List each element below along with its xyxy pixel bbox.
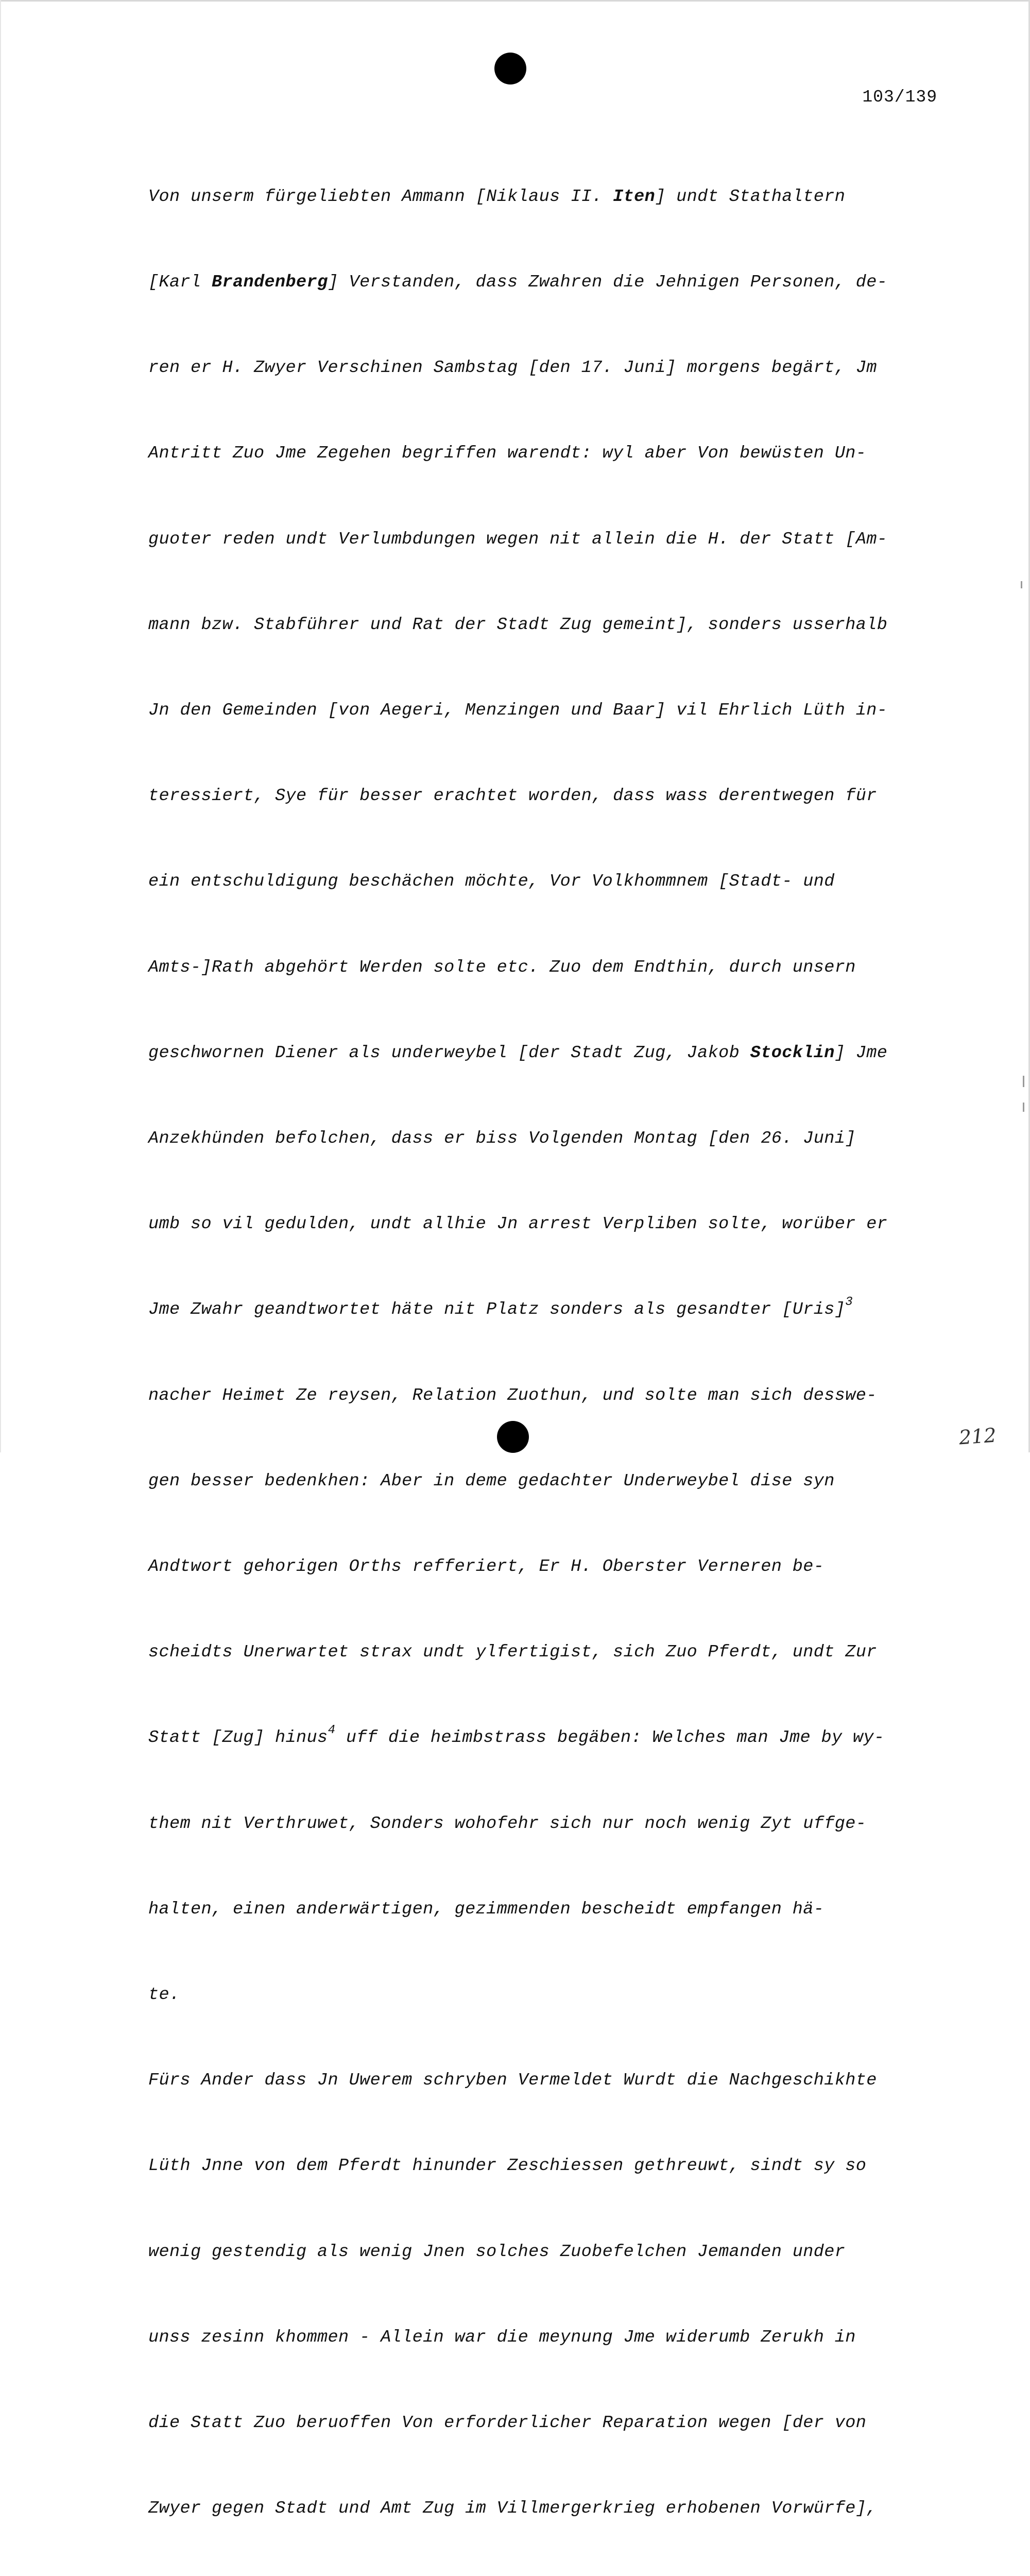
scan-edge-left bbox=[0, 0, 1, 1452]
scan-speck bbox=[1021, 581, 1022, 588]
text-line: ren er H. Zwyer Verschinen Sambstag [den 17. Juni] morgens begärt, Jm bbox=[148, 358, 877, 378]
punch-hole-top bbox=[494, 53, 526, 84]
text-line: Statt [Zug] hinus$^4$ uff die heimbstrass begäben: Welches man Jme by wy- bbox=[148, 1723, 885, 1748]
text-line: Zwyer gegen Stadt und Amt Zug im Villmergerkrieg erhobenen Vorwürfe], bbox=[148, 2499, 877, 2519]
text-line: Fürs Ander dass Jn Uwerem schryben Vermeldet Wurdt die Nachgeschikhte bbox=[148, 2071, 877, 2091]
handwritten-archive-number: 212 bbox=[958, 1423, 997, 1449]
text-line: [Karl Brandenberg] Verstanden, dass Zwahren die Jehnigen Personen, de- bbox=[148, 273, 888, 293]
text-line: die Statt Zuo beruoffen Von erforderlicher Reparation wegen [der von bbox=[148, 2413, 867, 2433]
text-line: teressiert, Sye für besser erachtet worden, dass wass derentwegen für bbox=[148, 786, 877, 806]
text-line: ein entschuldigung beschächen möchte, Vor Volkhommnem [Stadt- und bbox=[148, 872, 835, 892]
person-name-bold: Stocklin bbox=[750, 1043, 835, 1063]
text-line: Amts-]Rath abgehört Werden solte etc. Zuo dem Endthin, durch unsern bbox=[148, 957, 856, 977]
scan-edge-top bbox=[0, 0, 1030, 2]
text-line: guoter reden undt Verlumbdungen wegen nit allein die H. der Statt [Am- bbox=[148, 529, 888, 549]
text-line: geschwornen Diener als underweybel [der Stadt Zug, Jakob Stocklin] Jme bbox=[148, 1043, 888, 1063]
text-line: scheidts Unerwartet strax undt ylfertigist, sich Zuo Pferdt, undt Zur bbox=[148, 1642, 877, 1663]
text-line: Antritt Zuo Jme Zegehen begriffen warendt: wyl aber Von bewüsten Un- bbox=[148, 444, 867, 464]
text-line: Andtwort gehorigen Orths refferiert, Er H. Oberster Verneren be- bbox=[148, 1557, 825, 1577]
transcription-body bbox=[148, 126, 952, 2576]
scan-speck bbox=[1023, 1076, 1024, 1087]
person-name-bold: Brandenberg bbox=[212, 273, 328, 293]
page-number: 103/139 bbox=[862, 88, 937, 107]
text-line: nacher Heimet Ze reysen, Relation Zuothun, und solte man sich desswe- bbox=[148, 1385, 877, 1405]
text-line: gen besser bedenkhen: Aber in deme gedachter Underweybel dise syn bbox=[148, 1471, 835, 1491]
text-line: Von unserm fürgeliebten Ammann [Niklaus II. Iten] undt Stathaltern bbox=[148, 187, 846, 207]
text-line: them nit Verthruwet, Sonders wohofehr sich nur noch wenig Zyt uffge- bbox=[148, 1814, 867, 1834]
text-line: Anzekhünden befolchen, dass er biss Volgenden Montag [den 26. Juni] bbox=[148, 1129, 856, 1149]
text-line: umb so vil gedulden, undt allhie Jn arrest Verpliben solte, worüber er bbox=[148, 1214, 888, 1234]
person-name-bold: Iten bbox=[613, 187, 656, 207]
footnote-marker: 3 bbox=[845, 1295, 853, 1310]
text-line: mann bzw. Stabführer und Rat der Stadt Zug gemeint], sonders usserhalb bbox=[148, 615, 888, 635]
text-line: Jn den Gemeinden [von Aegeri, Menzingen und Baar] vil Ehrlich Lüth in- bbox=[148, 701, 888, 721]
scan-speck bbox=[1023, 1103, 1024, 1112]
text-line: halten, einen anderwärtigen, gezimmenden bescheidt empfangen hä- bbox=[148, 1899, 825, 1919]
text-line: unss zesinn khommen - Allein war die meynung Jme widerumb Zerukh in bbox=[148, 2327, 856, 2347]
footnote-marker: 4 bbox=[328, 1723, 336, 1738]
text-line: Lüth Jnne von dem Pferdt hinunder Zeschiessen gethreuwt, sindt sy so bbox=[148, 2156, 867, 2176]
text-line: te. bbox=[148, 1985, 180, 2005]
text-line: Jme Zwahr geandtwortet häte nit Platz sonders als gesandter [Uris]$^3$ bbox=[148, 1295, 853, 1320]
punch-hole-bottom bbox=[497, 1421, 529, 1453]
text-line: wenig gestendig als wenig Jnen solches Zuobefelchen Jemanden under bbox=[148, 2242, 846, 2262]
